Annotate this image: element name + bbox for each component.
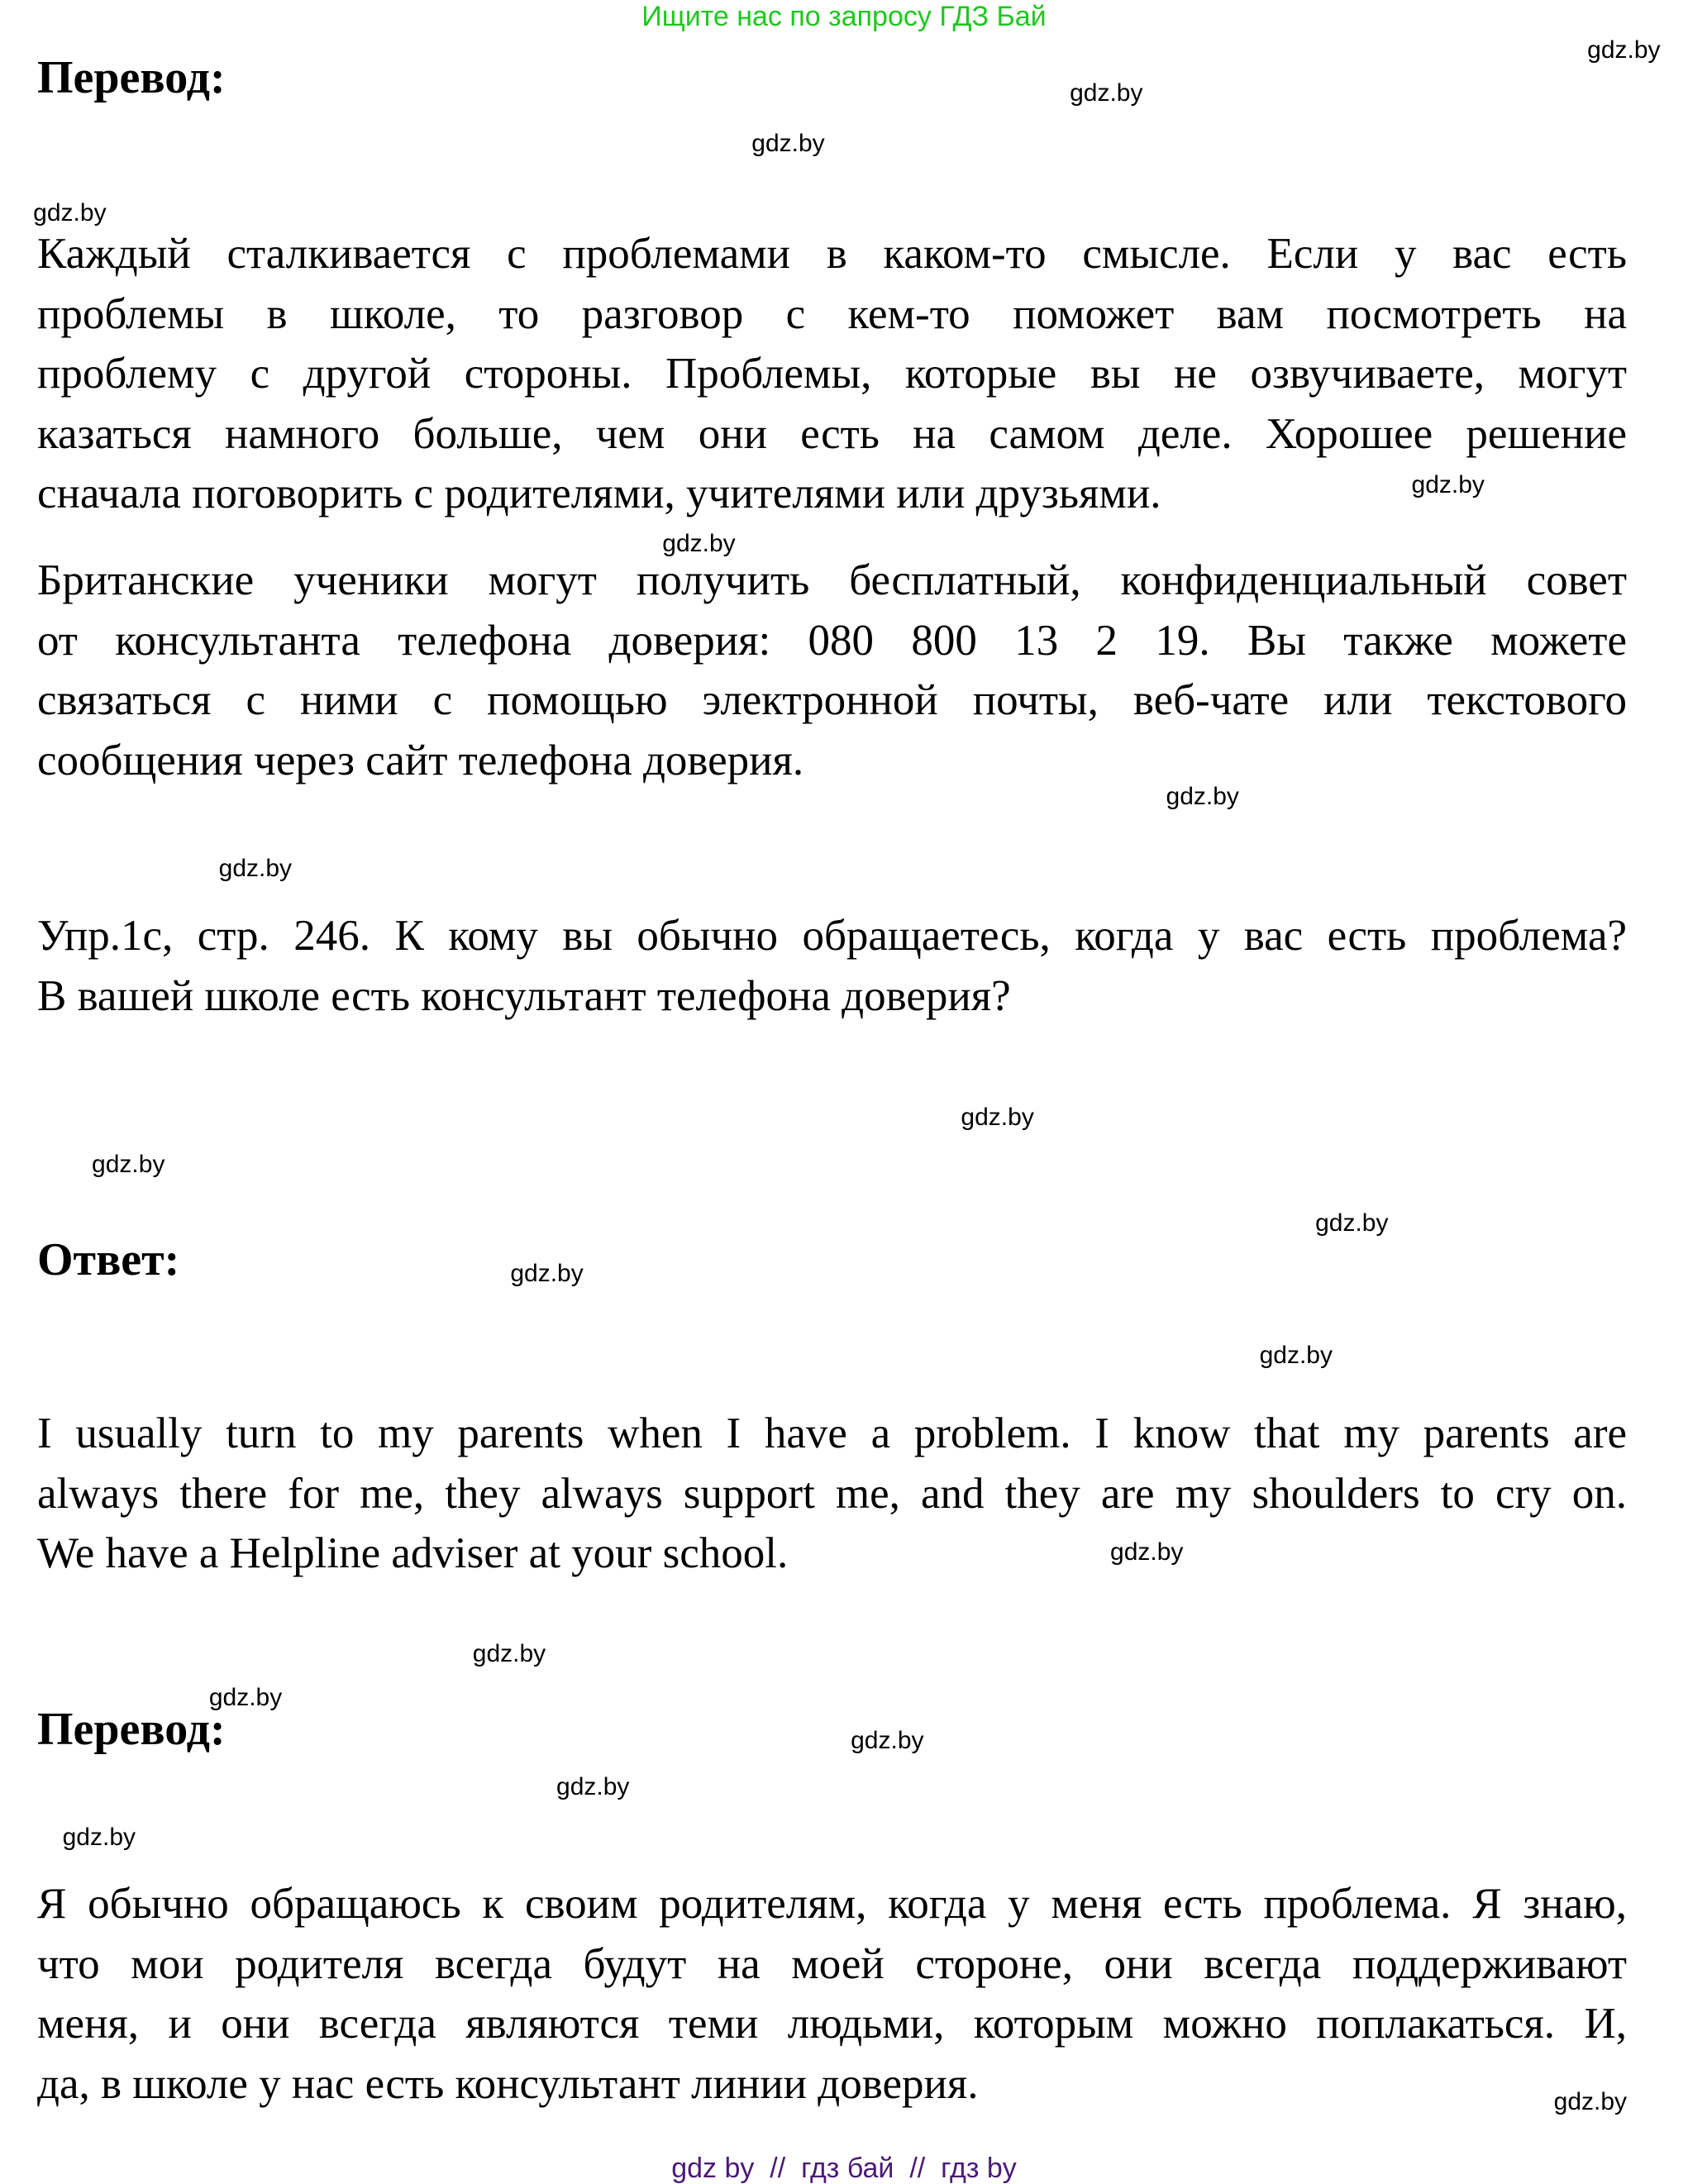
translation-paragraph-2 <box>37 551 1627 790</box>
text-line: что мои родителя всегда будут на моей стороне, они всегда поддерживают <box>37 1939 1627 1988</box>
text-line: We have a Helpline adviser at your school. <box>37 1529 789 1578</box>
watermark: gdz.by <box>1587 36 1661 64</box>
text-line: always there for me, they always support me, and they are my shoulders to cry on. <box>37 1469 1627 1518</box>
text-line: связаться с ними с помощью электронной почты, веб-чате или текстового <box>37 676 1627 725</box>
watermark: gdz.by <box>1070 79 1143 107</box>
translation-heading: Перевод: <box>37 52 226 103</box>
text-line: В вашей школе есть консультант телефона доверия? <box>37 971 1011 1020</box>
exercise-question <box>37 906 1627 1026</box>
watermark: gdz.by <box>208 1683 283 1711</box>
text-line: да, в школе у нас есть консультант линии доверия. <box>37 2059 979 2108</box>
footer-links: gdz by // гдз бай // гдз by <box>671 2153 1017 2184</box>
watermark: gdz.by <box>92 1151 165 1179</box>
answer-paragraph <box>37 1404 1627 1584</box>
watermark: gdz.by <box>33 199 107 227</box>
watermark: gdz.by <box>218 855 293 883</box>
text-line: проблемы в школе, то разговор с кем-то поможет вам посмотреть на <box>37 289 1627 338</box>
watermark: gdz.by <box>472 1640 546 1668</box>
text-line: Британские ученики могут получить бесплатный, конфиденциальный совет <box>37 556 1627 604</box>
answer-translation-paragraph <box>37 1874 1627 2114</box>
answer-translation-heading: Перевод: <box>37 1704 226 1755</box>
text-line: Упр.1с, стр. 246. К кому вы обычно обращаетесь, когда у вас есть проблема? <box>37 912 1627 960</box>
text-line: меня, и они всегда являются теми людьми, которым можно поплакаться. И, <box>37 2000 1627 2048</box>
watermark: gdz.by <box>62 1823 136 1851</box>
watermark: gdz.by <box>751 129 825 157</box>
watermark: gdz.by <box>1166 782 1239 810</box>
text-line: сообщения через сайт телефона доверия. <box>37 736 804 784</box>
text-line: Я обычно обращаюсь к своим родителям, когда у меня есть проблема. Я знаю, <box>37 1880 1627 1928</box>
watermark: gdz.by <box>662 530 736 558</box>
translation-paragraph-1 <box>37 224 1627 524</box>
watermark: gdz.by <box>961 1103 1034 1131</box>
text-line: проблему с другой стороны. Проблемы, которые вы не озвучиваете, могут <box>37 350 1627 398</box>
answer-heading: Ответ: <box>37 1234 180 1285</box>
text-line: I usually turn to my parents when I have a problem. I know that my parents are <box>37 1409 1627 1457</box>
watermark: gdz.by <box>1110 1538 1184 1566</box>
watermark: gdz.by <box>851 1727 924 1755</box>
watermark: gdz.by <box>510 1259 584 1287</box>
watermark: gdz.by <box>1411 471 1485 499</box>
text-line: от консультанта телефона доверия: 080 800 13 2 19. Вы также можете <box>37 616 1627 665</box>
text-line: казаться намного больше, чем они есть на самом деле. Хорошее решение <box>37 409 1627 458</box>
text-line: Каждый сталкивается с проблемами в каком-то смысле. Если у вас есть <box>37 230 1627 278</box>
watermark: gdz.by <box>1553 2088 1628 2116</box>
text-line: сначала поговорить с родителями, учителями или друзьями. <box>37 470 1161 518</box>
watermark: gdz.by <box>1259 1342 1333 1370</box>
top-banner: Ищите нас по запросу ГДЗ Бай <box>641 1 1047 32</box>
watermark: gdz.by <box>1315 1209 1389 1237</box>
watermark: gdz.by <box>556 1772 630 1800</box>
